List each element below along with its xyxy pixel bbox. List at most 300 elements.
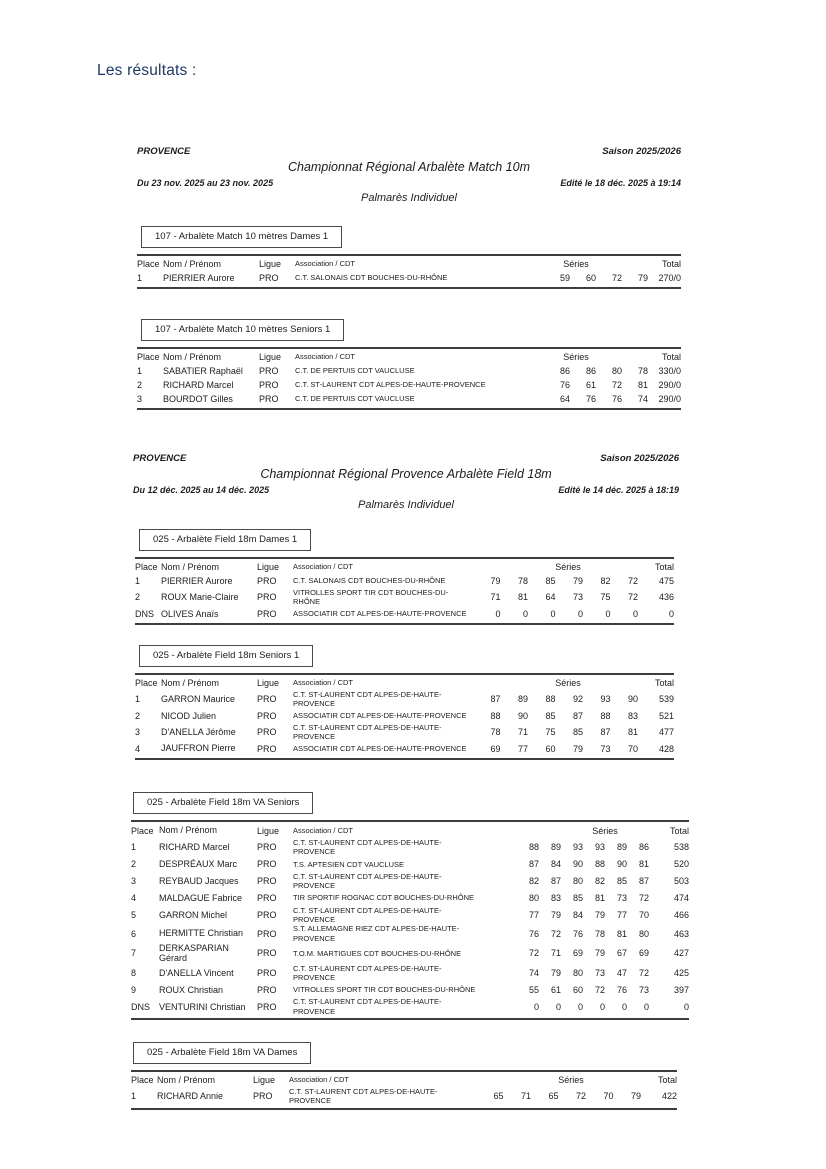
series-value: 79 [550,968,561,979]
place-cell: DNS [131,1001,151,1012]
ligue-cell: PRO [257,608,277,619]
ligue-cell: PRO [259,366,279,376]
series-value: 71 [520,1091,531,1102]
series-value: 74 [528,968,539,979]
ligue-cell: PRO [257,876,277,887]
series-value: 89 [517,694,528,705]
report-title: Championnat Régional Provence Arbalète Field 18m [260,467,552,481]
total-cell: 397 [673,984,689,995]
report-subtitle: Palmarès Individuel [361,192,457,204]
series-value: 81 [517,592,528,603]
association-cell: ASSOCIATIR CDT ALPES-DE-HAUTE-PROVENCE [293,743,467,753]
series-value: 90 [572,859,583,870]
name-cell: DESPRÉAUX Marc [159,859,238,870]
region-label: PROVENCE [137,146,191,157]
association-cell: C.T. ST-LAURENT CDT ALPES-DE-HAUTE-PROVENCE [293,963,442,983]
place-cell: 2 [131,859,137,870]
ligue-cell: PRO [257,928,277,939]
series-value: 64 [559,394,570,404]
ligue-cell: PRO [257,948,277,959]
total-cell: 330/0 [658,366,681,376]
series-value: 86 [559,366,570,376]
ligue-cell: PRO [257,893,277,903]
total-cell: 427 [673,948,689,959]
total-cell: 520 [673,859,689,870]
category-section-025-va-dames [131,1042,677,1110]
series-value: 90 [616,859,627,870]
col-header-place: Place [135,562,158,572]
association-cell: C.T. DE PERTUIS CDT VAUCLUSE [295,366,415,376]
total-cell: 474 [673,893,689,903]
series-group [517,985,649,995]
series-group [473,711,638,721]
series-value: 0 [632,608,638,619]
category-title-box [139,645,313,667]
series-value: 73 [594,968,605,979]
col-header-total: Total [654,562,674,572]
ligue-cell: PRO [257,842,277,853]
series-value: 77 [517,743,528,754]
results-table [131,1070,677,1110]
series-value: 64 [545,592,556,603]
col-header-ligue: Ligue [259,259,282,269]
series-value: 87 [572,710,583,721]
table-row [131,872,689,891]
series-group [517,910,649,920]
series-value: 85 [572,893,583,903]
series-value: 81 [637,380,648,390]
series-value: 85 [545,710,556,721]
name-cell: NICOD Julien [161,710,217,721]
ligue-cell: PRO [257,710,277,721]
series-value: 0 [495,608,501,619]
col-header-series: Séries [558,1075,584,1085]
season-label: Saison 2025/2026 [602,146,681,157]
name-cell: DERKASPARIAN Gérard [159,943,229,964]
place-cell: 4 [135,743,141,754]
col-header-name: Nom / Prénom [157,1074,216,1085]
table-row [131,891,689,906]
series-value: 73 [600,743,611,754]
col-header-association: Association / CDT [289,1075,350,1085]
series-group [517,842,649,852]
series-value: 84 [550,859,561,870]
table-row [135,690,674,709]
place-cell: 2 [135,710,141,721]
series-value: 72 [611,273,622,283]
series-value: 85 [545,576,556,586]
table-body [137,364,681,406]
series-value: 87 [600,727,611,738]
series-value: 0 [605,608,611,619]
series-value: 80 [611,366,622,376]
name-cell: VENTURINI Christian [159,1001,246,1012]
association-cell: C.T. ST-LAURENT CDT ALPES-DE-HAUTE-PROVENCE [289,1087,438,1106]
series-value: 69 [638,948,649,959]
report-header-dateline [137,178,681,188]
ligue-cell: PRO [257,694,277,705]
name-cell: GARRON Maurice [161,694,236,705]
results-table [135,673,674,760]
series-value: 71 [517,727,528,738]
table-row [137,271,681,285]
series-value: 75 [545,727,556,738]
place-cell: 9 [131,984,137,995]
results-table [137,347,681,410]
series-value: 87 [550,876,561,887]
name-cell: D'ANELLA Vincent [159,967,234,978]
series-value: 0 [550,608,556,619]
col-header-association: Association / CDT [293,678,354,688]
total-cell: 0 [668,608,674,619]
series-group [473,694,638,704]
series-value: 87 [490,694,501,705]
series-value: 78 [490,727,501,738]
name-cell: PIERRIER Aurore [161,575,233,586]
category-label: 107 - Arbalète Match 10 mètres Seniors 1 [155,324,331,335]
series-value: 60 [545,743,556,754]
series-value: 86 [638,842,649,853]
table-row [131,924,689,943]
series-value: 0 [643,1001,649,1012]
association-cell: VITROLLES SPORT TIR CDT BOUCHES-DU-RHÔNE [293,985,476,995]
series-value: 59 [559,273,570,283]
report-header-topline [137,146,681,157]
table-row [131,857,689,872]
series-group [473,744,638,754]
series-value: 80 [572,968,583,979]
col-header-place: Place [135,678,158,688]
series-value: 69 [572,948,583,959]
col-header-series: Séries [592,825,618,836]
date-range: Du 23 nov. 2025 au 23 nov. 2025 [137,178,274,188]
series-value: 0 [577,608,583,619]
place-cell: 1 [135,694,141,705]
series-value: 81 [594,893,605,903]
series-value: 93 [600,694,611,705]
total-cell: 463 [673,928,689,939]
table-row [131,982,689,997]
series-group [544,366,648,376]
col-header-total: Total [669,825,689,836]
series-value: 72 [627,592,638,603]
place-cell: 1 [137,366,143,376]
series-value: 79 [594,948,605,959]
series-value: 0 [599,1001,605,1012]
name-cell: OLIVES Anaïs [161,608,219,619]
category-section-107-dames1 [137,226,681,289]
association-cell: C.T. ST-LAURENT CDT ALPES-DE-HAUTE-PROVENCE [293,690,442,709]
series-value: 65 [493,1091,504,1102]
col-header-total: Total [661,259,681,269]
series-group [473,592,638,602]
association-cell: C.T. ST-LAURENT CDT ALPES-DE-HAUTE-PROVENCE [293,722,442,742]
total-cell: 428 [658,743,674,754]
ligue-cell: PRO [257,727,277,738]
category-title-box [133,1042,311,1064]
place-cell: DNS [135,608,155,619]
series-value: 72 [638,968,649,979]
series-value: 93 [594,842,605,853]
association-cell: C.T. ST-LAURENT CDT ALPES-DE-HAUTE-PROVENCE [293,905,442,924]
table-row [135,709,674,723]
series-value: 88 [490,710,501,721]
association-cell: TIR SPORTIF ROGNAC CDT BOUCHES-DU-RHÔNE [293,893,474,903]
col-header-total: Total [657,1075,677,1085]
col-header-series: Séries [555,562,581,572]
series-value: 88 [594,859,605,870]
series-value: 82 [528,876,539,887]
edited-date: Edité le 18 déc. 2025 à 19:14 [560,178,681,188]
association-cell: S.T. ALLEMAGNE RIEZ CDT ALPES-DE-HAUTE-PROVENCE [293,924,460,943]
series-value: 85 [572,727,583,738]
col-header-series: Séries [563,259,589,269]
table-row [131,943,689,964]
place-cell: 2 [137,380,143,390]
series-value: 0 [522,608,528,619]
series-value: 73 [616,893,627,903]
series-value: 72 [550,928,561,939]
association-cell: C.T. ST-LAURENT CDT ALPES-DE-HAUTE-PROVENCE [295,380,486,390]
category-title-box [139,529,311,551]
association-cell: C.T. SALONAIS CDT BOUCHES-DU-RHÔNE [295,273,448,283]
series-value: 76 [572,928,583,939]
ligue-cell: PRO [259,394,279,404]
series-group [473,576,638,586]
col-header-total: Total [654,678,674,688]
ligue-cell: PRO [257,576,277,586]
place-cell: 3 [131,876,137,887]
ligue-cell: PRO [257,592,277,603]
association-cell: VITROLLES SPORT TIR CDT BOUCHES-DU-RHÔNE [293,588,449,607]
series-group [517,893,649,903]
results-table [135,557,674,625]
place-cell: 3 [137,394,143,404]
category-section-025-va-seniors [131,792,689,1020]
col-header-association: Association / CDT [293,562,354,572]
col-header-ligue: Ligue [259,352,282,362]
series-value: 88 [600,710,611,721]
series-value: 76 [528,928,539,939]
total-cell: 538 [673,842,689,853]
series-value: 77 [616,909,627,920]
table-row [135,574,674,588]
series-group [476,1091,641,1101]
date-range: Du 12 déc. 2025 au 14 déc. 2025 [133,485,270,495]
total-cell: 0 [683,1001,689,1012]
name-cell: SABATIER Raphaël [163,365,243,376]
category-section-107-seniors1 [137,319,681,410]
total-cell: 466 [673,909,689,920]
association-cell: C.T. ST-LAURENT CDT ALPES-DE-HAUTE-PROVENCE [293,871,442,891]
series-value: 87 [638,876,649,887]
series-value: 70 [627,743,638,754]
report-subtitle: Palmarès Individuel [358,499,454,511]
table-header-row [137,350,681,364]
total-cell: 422 [661,1091,677,1102]
table-body [131,1087,677,1106]
results-heading: Les résultats : [97,62,197,79]
series-value: 47 [616,968,627,979]
series-group [517,859,649,869]
series-value: 90 [627,694,638,705]
series-value: 88 [545,694,556,705]
region-label: PROVENCE [133,453,187,464]
category-label: 107 - Arbalète Match 10 mètres Dames 1 [155,231,329,242]
series-value: 80 [528,893,539,903]
total-cell: 477 [658,727,674,738]
series-value: 78 [637,366,648,376]
series-group [517,948,649,958]
series-value: 72 [594,984,605,995]
series-value: 83 [627,710,638,721]
association-cell: C.T. SALONAIS CDT BOUCHES-DU-RHÔNE [293,576,446,586]
series-value: 83 [550,893,561,903]
series-value: 0 [621,1001,627,1012]
col-header-ligue: Ligue [253,1075,276,1085]
col-header-association: Association / CDT [295,352,356,362]
name-cell: RICHARD Marcel [163,379,234,390]
place-cell: 2 [135,592,141,603]
series-value: 79 [630,1091,641,1102]
series-value: 0 [555,1001,561,1012]
place-cell: 3 [135,727,141,738]
series-group [517,1002,649,1012]
association-cell: T.S. APTESIEN CDT VAUCLUSE [293,859,405,869]
association-cell: ASSOCIATIR CDT ALPES-DE-HAUTE-PROVENCE [293,711,467,721]
table-row [135,588,674,607]
series-value: 79 [490,576,501,586]
place-cell: 6 [131,928,137,939]
ligue-cell: PRO [259,273,279,283]
ligue-cell: PRO [257,909,277,920]
place-cell: 1 [135,576,141,586]
series-value: 84 [572,909,583,920]
series-value: 76 [616,984,627,995]
table-header-row [135,676,674,690]
series-value: 55 [528,984,539,995]
series-value: 75 [600,592,611,603]
table-row [135,607,674,621]
name-cell: JAUFFRON Pierre [161,743,236,754]
association-cell: ASSOCIATIR CDT ALPES-DE-HAUTE-PROVENCE [293,609,467,619]
table-row [137,364,681,378]
col-header-series: Séries [563,352,589,362]
series-value: 79 [550,909,561,920]
series-group [544,273,648,283]
series-value: 81 [638,859,649,870]
name-cell: HERMITTE Christian [159,928,244,939]
total-cell: 270/0 [658,273,681,283]
col-header-place: Place [137,259,160,269]
name-cell: RICHARD Annie [157,1091,224,1102]
series-value: 71 [550,948,561,959]
series-group [544,380,648,390]
series-value: 61 [585,380,596,390]
table-row [135,723,674,742]
series-value: 0 [533,1001,539,1012]
series-value: 81 [616,928,627,939]
col-header-ligue: Ligue [257,678,280,688]
table-header-row [131,823,689,838]
category-label: 025 - Arbalète Field 18m VA Dames [147,1047,298,1058]
report-header-topline [133,453,679,464]
association-cell: T.O.M. MARTIGUES CDT BOUCHES-DU-RHÔNE [293,948,462,958]
col-header-name: Nom / Prénom [163,258,222,269]
series-value: 70 [638,909,649,920]
series-value: 77 [528,909,539,920]
table-row [131,964,689,983]
report-title: Championnat Régional Arbalète Match 10m [287,160,531,174]
table-row [131,1087,677,1106]
series-value: 76 [611,394,622,404]
series-value: 85 [616,876,627,887]
table-body [135,690,674,756]
series-value: 88 [528,842,539,853]
series-value: 79 [572,743,583,754]
total-cell: 521 [658,710,674,721]
table-row [131,838,689,857]
series-value: 72 [575,1091,586,1102]
total-cell: 436 [658,592,674,603]
category-title-box [141,226,342,248]
category-label: 025 - Arbalète Field 18m Seniors 1 [153,650,300,661]
place-cell: 1 [131,1091,137,1102]
ligue-cell: PRO [253,1091,273,1102]
series-value: 79 [572,576,583,586]
series-value: 67 [616,948,627,959]
category-label: 025 - Arbalète Field 18m VA Seniors [147,797,300,808]
col-header-name: Nom / Prénom [159,825,218,836]
col-header-place: Place [137,352,160,362]
name-cell: PIERRIER Aurore [163,272,235,283]
results-table [131,820,689,1020]
edited-date: Edité le 14 déc. 2025 à 18:19 [558,485,679,495]
report-header-match10m [137,146,681,204]
series-value: 89 [616,842,627,853]
series-value: 70 [603,1091,614,1102]
series-value: 76 [585,394,596,404]
place-cell: 8 [131,968,137,979]
table-body [137,271,681,285]
association-cell: C.T. ST-LAURENT CDT ALPES-DE-HAUTE-PROVENCE [293,838,442,857]
series-value: 81 [627,727,638,738]
name-cell: BOURDOT Gilles [163,393,233,404]
col-header-ligue: Ligue [257,825,280,836]
table-row [135,742,674,756]
series-value: 0 [577,1001,583,1012]
ligue-cell: PRO [257,859,277,870]
ligue-cell: PRO [257,968,277,979]
report-header-field18m [133,453,679,511]
col-header-name: Nom / Prénom [161,677,220,688]
category-title-box [141,319,344,341]
series-group [473,727,638,737]
table-header-row [131,1073,677,1087]
ligue-cell: PRO [257,984,277,995]
series-value: 89 [550,842,561,853]
total-cell: 475 [658,576,674,586]
series-group [517,929,649,939]
series-value: 72 [638,893,649,903]
series-value: 79 [594,909,605,920]
series-value: 73 [638,984,649,995]
report-header-dateline [133,485,679,495]
series-group [544,394,648,404]
series-group [473,609,638,619]
place-cell: 5 [131,909,137,920]
series-value: 82 [594,876,605,887]
